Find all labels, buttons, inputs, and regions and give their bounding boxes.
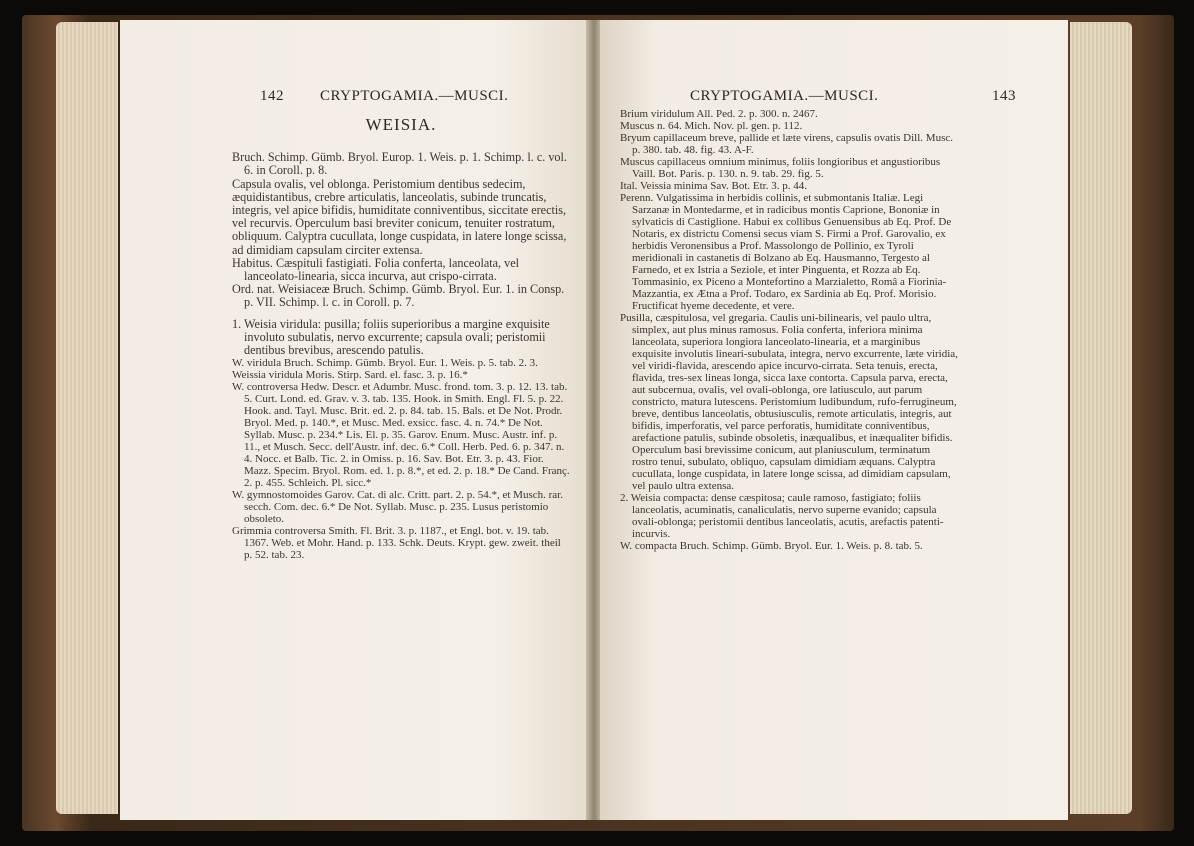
left-page-number: 142	[260, 88, 284, 104]
paragraph: Habitus. Cæspituli fastigiati. Folia conferta, lanceolata, vel lanceolato-linearia, sicca incurva, aut crispo-cirrata.	[232, 255, 520, 284]
right-column	[620, 108, 958, 552]
synonym-entry: W. controversa Hedw. Descr. et Adumbr. Musc. frond. tom. 3. p. 12. 13. tab. 5. Curt. Lond. ed. Grav. v. 3. tab. 135. Hook. in Smith. Engl. Fl. 5. p. 22. Hook. and. Tayl. Musc. Brit. ed. 2. p. 84. tab. 15. Bals. et De Not. Prodr. Bryol. Med. p. 140.*, et Musc. Med. exsicc. fasc. 4. n. 74.* De Not. Syllab. Musc. p. 234.* Lis. El. p. 35. Garov. Enum. Musc. Austr. inf. p. 11., et Musch. Secc. dell'Austr. inf. dec. 6.* Coll. Herb. Ped. 6. p. 347. n. 4. Nocc. et Balb. Tic. 2. in Omiss. p. 16. Sav. Bot. Etr. 3. p. 43. Fior. Mazz. Specim. Bryol. Rom. ed. 1. p. 8.*, et ed. 2. p. 18.* De Cand. Franç. 2. p. 455. Schleich. Pl. sicc.*	[232, 381, 570, 490]
synonym-entry: W. gymnostomoides Garov. Cat. di alc. Critt. part. 2. p. 54.*, et Musch. rar. secch. Com. dec. 6.* De Not. Syllab. Musc. p. 235. Lusus peristomio obsoleto.	[232, 489, 563, 526]
synonym-entry: Brium viridulum All. Ped. 2. p. 300. n. 2467.	[620, 108, 818, 120]
page-edges-right	[1070, 22, 1132, 814]
species-entry: 2. Weisia compacta: dense cæspitosa; caule ramoso, fastigiato; foliis lanceolatis, acuminatis, canaliculatis, nervo superne evanido; capsula ovali-oblonga; peristomii dentibus lanceolatis, acutis, arefactis patenti-incurvis.	[620, 492, 944, 540]
paragraph: Capsula ovalis, vel oblonga. Peristomium dentibus sedecim, æquidistantibus, crebre articulatis, lanceolatis, subinde truncatis, integris, vel apice bifidis, humiditate conniventibus, siccitate erectis, vel recurvis. Operculum basi breviter conicum, tenuiter rostratum, obliquum. Calyptra cucullata, longe cuspidata, in latere longe scissa, ad dimidiam capsulam circiter extensa.	[232, 176, 567, 257]
right-page	[600, 20, 1068, 820]
right-running-title: CRYPTOGAMIA.—MUSCI.	[690, 88, 879, 104]
left-column	[232, 115, 570, 562]
synonym-entry: Bryum capillaceum breve, pallide et læte virens, capsulis ovatis Dill. Musc. p. 380. tab. 48. fig. 43. A-F.	[620, 132, 953, 156]
section-title: WEISIA.	[365, 115, 437, 134]
right-page-number: 143	[992, 88, 1016, 104]
synonym-entry: Grimmia controversa Smith. Fl. Brit. 3. p. 1187., et Engl. bot. v. 19. tab. 1367. Web. et Mohr. Hand. p. 133. Schk. Deuts. Krypt. gew. zweit. theil p. 52. tab. 23.	[232, 525, 561, 562]
paragraph: Bruch. Schimp. Gümb. Bryol. Europ. 1. Weis. p. 1. Schimp. l. c. vol. 6. in Coroll. p. 8.	[232, 150, 567, 178]
synonym-entry: Weissia viridula Moris. Stirp. Sard. el. fasc. 3. p. 16.*	[232, 369, 468, 382]
synonym-entry: W. compacta Bruch. Schimp. Gümb. Bryol. Eur. 1. Weis. p. 8. tab. 5.	[620, 540, 923, 552]
synonym-entry: W. viridula Bruch. Schimp. Gümb. Bryol. Eur. 1. Weis. p. 5. tab. 2. 3.	[232, 357, 538, 370]
left-page	[120, 20, 588, 820]
habitat-paragraph: Perenn. Vulgatissima in herbidis collinis, et submontanis Italiæ. Legi Sarzanæ in Montedarme, et in radicibus montis Caprione, Bononiæ in sylvaticis di Castiglione. Habui ex collibus Genuensibus ab Eq. Prof. De Notaris, ex districtu Comensi secus viam S. Firmi a Prof. Garovalio, ex herbidis Veronensibus a Prof. Massolongo de Pollinio, ex Tyroli meridionali in castanetis di Bolzano ab Eq. Hausmanno, Tergesto al Farnedo, et ex Istria a Seziole, et inter Pinguenta, et Rozza ab Eq. Tommasinio, ex Piceno a Montefortino a Marzialetto, Româ a Fiorinia-Mazzantia, ex Ætna a Prof. Todaro, ex Sardinia ab Eq. Prof. Morisio. Fructificat hyeme decedente, et vere.	[620, 192, 952, 312]
description-paragraph: Pusilla, cæspitulosa, vel gregaria. Caulis uni-bilinearis, vel paulo ultra, simplex, aut plus minus ramosus. Folia conferta, inferiora minima lanceolata, superiora longiora lanceolato-linearia, et a marginibus exquisite involutis lineari-subulata, integra, nervo excurrente, læte viridia, vel viridi-flavida, arescendo apice incurvo-cirrata. Seta tenuis, erecta, flavida, tres-sex lineas longa, sicca laxe contorta. Capsula parva, erecta, aut subcernua, ovalis, vel ovali-oblonga, ore latiusculo, aut parum constricto, matura lutescens. Peristomium ludibundum, rufo-ferrugineum, breve, dentibus lanceolatis, obtusiusculis, remote articulatis, integris, aut bifidis, imperforatis, vel parce perforatis, humiditate conniventibus, arefactione patulis, subinde obsoletis, inæqualibus, et inæqualiter bifidis. Operculum basi brevissime conicum, aut planiusculum, terminatum rostro tenui, subulato, obliquo, capsulam dimidiam æquans. Calyptra cucullata, longe cuspidata, in latere longe scissa, ad dimidiam capsulam, vel paulo ultra extensa.	[620, 312, 958, 492]
paragraph: 1. Weisia viridula: pusilla; foliis superioribus a margine exquisite involuto subulatis, nervo excurrente; capsula ovali; peristomii dentibus brevibus, arescendo patulis.	[232, 316, 550, 358]
synonym-entry: Muscus capillaceus omnium minimus, foliis longioribus et angustioribus Vaill. Bot. Paris. p. 130. n. 9. tab. 29. fig. 5.	[620, 156, 941, 180]
paragraph: Ord. nat. Weisiaceæ Bruch. Schimp. Gümb. Bryol. Eur. 1. in Consp. p. VII. Schimp. l. c. in Coroll. p. 7.	[232, 282, 565, 310]
synonym-entry: Ital. Veissia minima Sav. Bot. Etr. 3. p. 44.	[620, 180, 807, 192]
left-running-title: CRYPTOGAMIA.—MUSCI.	[320, 88, 509, 104]
synonym-entry: Muscus n. 64. Mich. Nov. pl. gen. p. 112.	[620, 120, 803, 132]
page-edges-left	[56, 22, 118, 814]
